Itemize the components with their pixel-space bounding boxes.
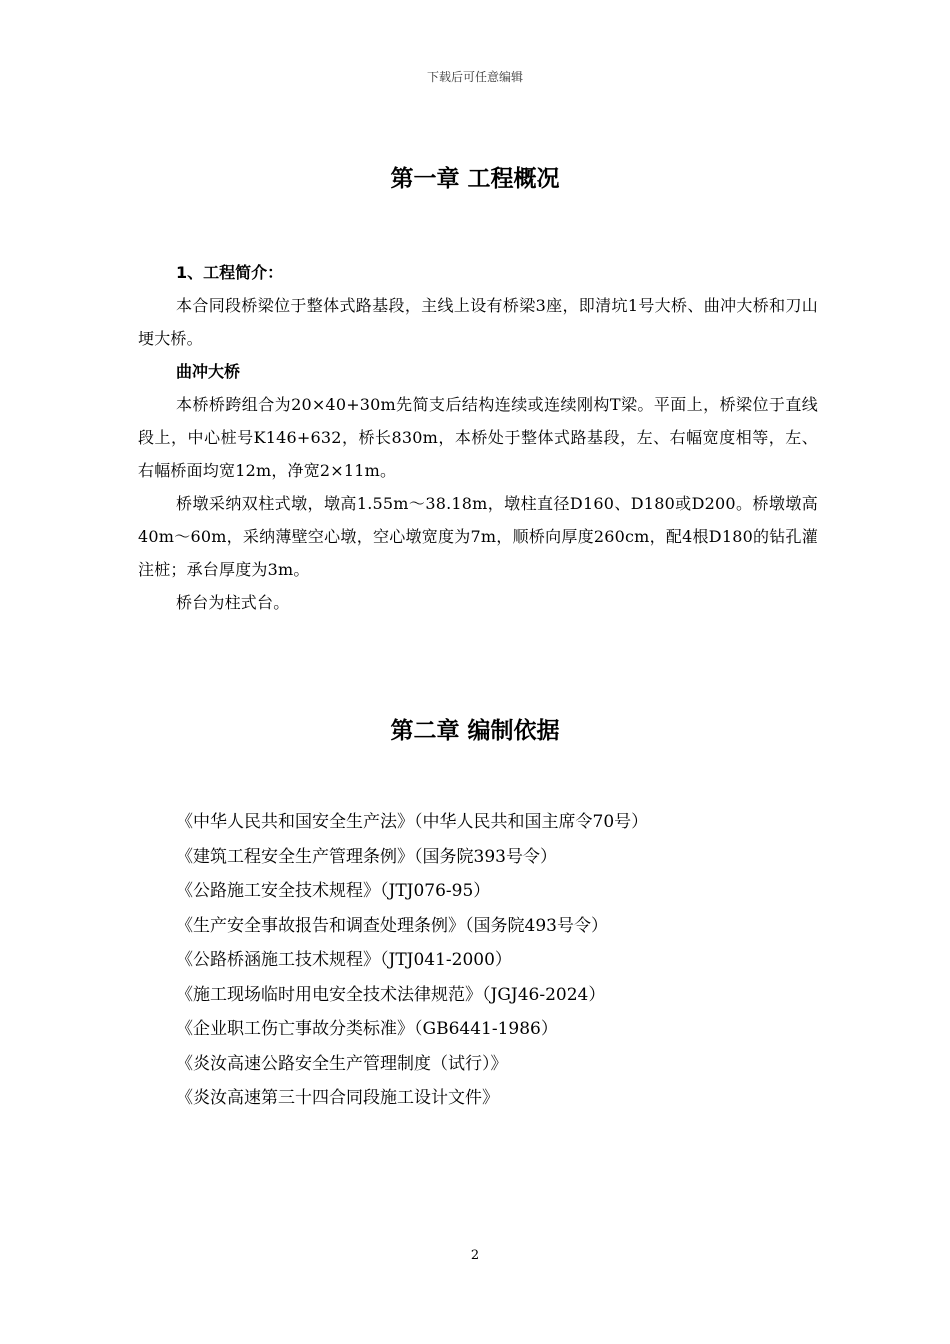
reference-item: 《炎汝高速公路安全生产管理制度（试行）》 — [176, 1053, 508, 1074]
page-number: 2 — [470, 1248, 480, 1263]
bridge-name-heading: 曲冲大桥 — [176, 362, 241, 381]
reference-item: 《中华人民共和国安全生产法》（中华人民共和国主席令70号） — [176, 812, 649, 832]
bridge-span-paragraph: 本桥桥跨组合为20×40+30m先简支后结构连续或连续刚构T梁。平面上，桥梁位于直线段上，中心桩号K146+632，桥长830m，本桥处于整体式路基段，左、右幅宽度相等，左、右幅桥面均宽12m，净宽2×11m。 — [138, 395, 818, 480]
reference-list — [176, 805, 816, 1116]
reference-item: 《企业职工伤亡事故分类标准》（GB6441-1986） — [176, 1019, 558, 1039]
project-overview-section — [138, 256, 818, 619]
chapter-1-title: 第一章 工程概况 — [390, 166, 560, 192]
reference-item: 《建筑工程安全生产管理条例》（国务院393号令） — [176, 846, 557, 867]
intro-paragraph: 本合同段桥梁位于整体式路基段，主线上设有桥梁3座，即清坑1号大桥、曲冲大桥和刀山埂大桥。 — [138, 296, 818, 348]
reference-item: 《公路桥涵施工技术规程》（JTJ041-2000） — [176, 950, 512, 970]
chapter-2-title: 第二章 编制依据 — [390, 718, 560, 744]
reference-item: 《炎汝高速第三十四合同段施工设计文件》 — [176, 1088, 499, 1108]
editable-download-note: 下载后可任意编辑 — [426, 70, 523, 84]
pier-paragraph: 桥墩采纳双柱式墩，墩高1.55m～38.18m，墩柱直径D160、D180或D200。桥墩墩高40m～60m，采纳薄壁空心墩，空心墩宽度为7m，顺桥向厚度260cm，配4根D180的钻孔灌注桩；承台厚度为3m。 — [138, 494, 818, 579]
reference-item: 《生产安全事故报告和调查处理条例》（国务院493号令） — [176, 915, 608, 936]
abutment-paragraph: 桥台为柱式台。 — [176, 593, 290, 612]
section-heading-project-intro: 1、工程简介： — [176, 263, 284, 282]
reference-item: 《公路施工安全技术规程》（JTJ076-95） — [176, 881, 491, 901]
reference-item: 《施工现场临时用电安全技术法律规范》（JGJ46-2024） — [176, 984, 606, 1005]
